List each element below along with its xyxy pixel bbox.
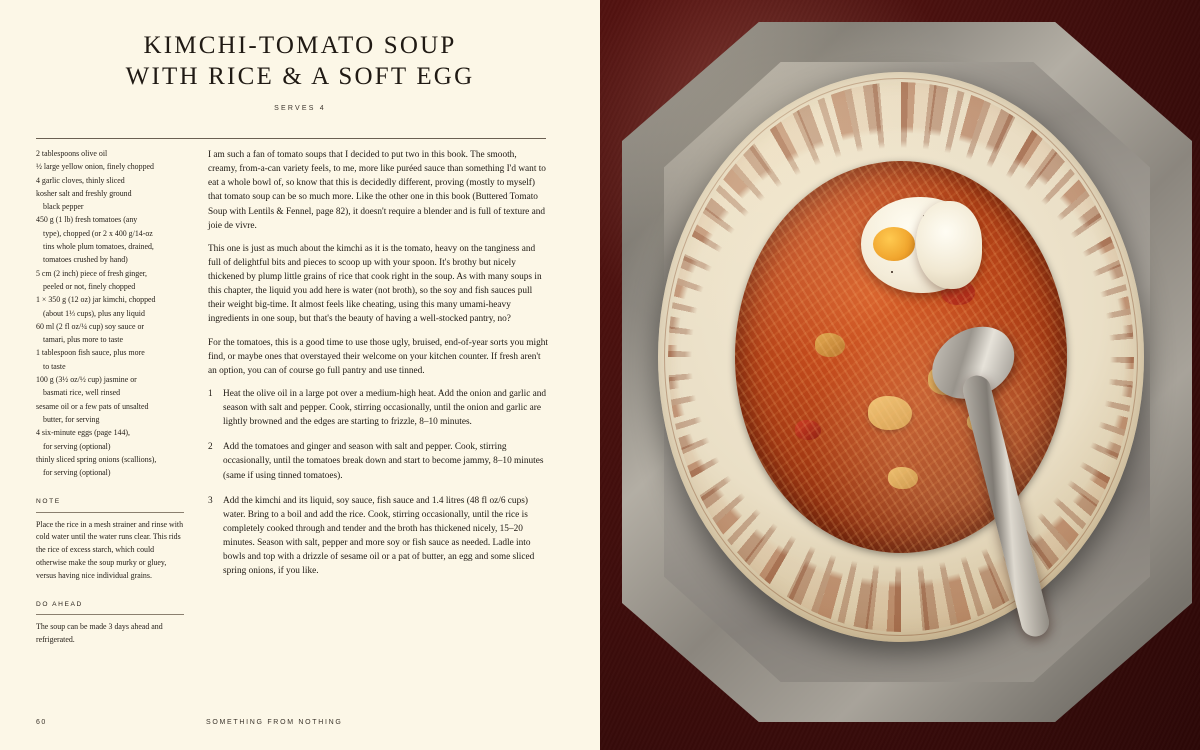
method-column [208, 148, 548, 647]
ingredient-item: sesame oil or a few pats of unsalted [36, 401, 149, 411]
soft-boiled-egg [861, 197, 979, 293]
soup-ingredient-chunk [815, 333, 845, 357]
do-ahead-heading: DO AHEAD [36, 600, 83, 608]
recipe-photo [600, 0, 1200, 750]
ingredient-item: 4 six-minute eggs (page 144), [36, 428, 131, 438]
ingredient-item: butter, for serving [43, 414, 100, 424]
ingredient-item: type), chopped (or 2 x 400 g/14-oz [43, 228, 153, 238]
header-divider [36, 138, 546, 139]
ingredient-item: peeled or not, finely chopped [43, 281, 136, 291]
egg-white-half [916, 201, 982, 289]
ingredient-item: 60 ml (2 fl oz/¼ cup) soy sauce or [36, 321, 145, 331]
do-ahead-divider [36, 614, 184, 615]
recipe-title-second-line [0, 63, 600, 91]
ingredient-item: 5 cm (2 inch) piece of fresh ginger, [36, 268, 147, 278]
ingredient-item: black pepper [43, 202, 84, 212]
step-item [208, 494, 548, 579]
note-body: Place the rice in a mesh strainer and rinse with cold water until the water runs clear. This rids the rice of excess starch, which could otherwise make the soup murky or gluey, versus having nice individual grains. [36, 519, 184, 580]
headnote-paragraph: For the tomatoes, this is a good time to use those ugly, bruised, end-of-year sorts you might find, or maybe ones that overstayed their welcome on your kitchen counter. If fresh aren't an option, you can of course go full pantry and use tinned. [208, 337, 548, 376]
soup-ingredient-chunk [888, 467, 918, 489]
step-item [208, 387, 548, 429]
soup-ingredient-chunk [868, 396, 912, 430]
soup-tomato-piece [795, 420, 821, 440]
ingredients-column [36, 148, 184, 647]
title-block [0, 0, 600, 112]
ingredient-item: 1 × 350 g (12 oz) jar kimchi, chopped [36, 295, 156, 305]
ingredient-item: tins whole plum tomatoes, drained, [43, 242, 154, 252]
serves-label: SERVES 4 [274, 105, 326, 113]
ingredient-item: 1 tablespoon fish sauce, plus more [36, 348, 145, 358]
ingredient-item: for serving (optional) [43, 441, 111, 451]
step-number: 1 [208, 388, 213, 399]
egg-yolk [873, 227, 915, 261]
step-number: 2 [208, 442, 213, 453]
recipe-title: KIMCHI-TOMATO SOUP [143, 32, 457, 59]
step-text: Heat the olive oil in a large pot over a medium-high heat. Add the onion and garlic and season with salt and pepper. Cook, stirring occasionally, until the onion and garlic are lightly browned and the edges are starting to frizzle, 8–10 minutes. [223, 388, 547, 428]
pepper-fleck [891, 271, 893, 273]
step-item [208, 440, 548, 482]
ingredient-item: kosher salt and freshly ground [36, 188, 132, 198]
step-text: Add the kimchi and its liquid, soy sauce, fish sauce and 1.4 litres (48 fl oz/6 cups) water. Bring to a boil and add the rice. Cook, stirring occasionally, until the rice is completely cooked through and tender and the broth has thickened nicely, 15–20 minutes. Season with salt, pepper and more soy or fish sauce as needed. Ladle into bowls and top with a drizzle of sesame oil or a pat of butter, an egg and some sliced spring onions, if you like. [223, 495, 535, 577]
headnote-paragraph: This one is just as much about the kimchi as it is the tomato, heavy on the tanginess and full of delightful bits and pieces to scoop up with your spoon. It's brothy but nicely thickened by plump little grains of rice that cook right in the soup. As with many soups in this chapter, the liquid you add here is water (not broth), so the soy and fish sauces pull their weight big-time. It almost feels like cheating, using this many umami-heavy ingredients in one soup, but that's the beauty of having a well-stocked pantry, no? [208, 243, 542, 325]
headnote-paragraph: I am such a fan of tomato soups that I decided to put two in this book. The smooth, creamy, from-a-can variety feels, to me, more like puréed sauce than something I'd want to eat a whole bowl of, so know that this is decidedly different, proving (mostly to myself) that tomato soup can be so much more. Like the other one in this book (Buttered Tomato Soup with Lentils & Fennel, page 82), it doesn't require a blender and is full of texture and joie de vivre. [208, 150, 546, 231]
steps-list [208, 387, 548, 579]
page-footer [36, 719, 551, 726]
chapter-name: SOMETHING FROM NOTHING [206, 719, 343, 726]
recipe-columns [36, 148, 551, 647]
ingredient-item: ½ large yellow onion, finely chopped [36, 162, 154, 172]
headnote [208, 148, 548, 378]
ingredient-item: basmati rice, well rinsed [43, 388, 121, 398]
title-line2: RICE & A SOFT EGG [208, 63, 475, 91]
ingredient-item: tamari, plus more to taste [43, 335, 123, 345]
ingredient-item: for serving (optional) [43, 468, 111, 478]
ingredient-item: 450 g (1 lb) fresh tomatoes (any [36, 215, 138, 225]
step-number: 3 [208, 495, 213, 506]
ingredient-item: tomatoes crushed by hand) [43, 255, 128, 265]
ingredient-item: 2 tablespoons olive oil [36, 149, 108, 158]
floral-plate [658, 72, 1144, 642]
step-text: Add the tomatoes and ginger and season with salt and pepper. Cook, stirring occasionally, until the tomatoes break down and start to become jammy, 8–10 minutes (same if using tinned tomatoes). [223, 442, 544, 481]
ingredient-item: 100 g (3½ oz/½ cup) jasmine or [36, 375, 137, 385]
title-with-word: WITH [125, 63, 200, 91]
note-divider [36, 512, 184, 513]
ingredient-item: 4 garlic cloves, thinly sliced [36, 175, 125, 185]
page-number: 60 [36, 719, 47, 726]
ingredient-item: to taste [43, 361, 66, 371]
ingredient-item: (about 1⅓ cups), plus any liquid [43, 308, 145, 318]
note-heading: NOTE [36, 497, 61, 505]
do-ahead-body: The soup can be made 3 days ahead and refrigerated. [36, 622, 163, 645]
ingredient-item: thinly sliced spring onions (scallions), [36, 454, 157, 464]
